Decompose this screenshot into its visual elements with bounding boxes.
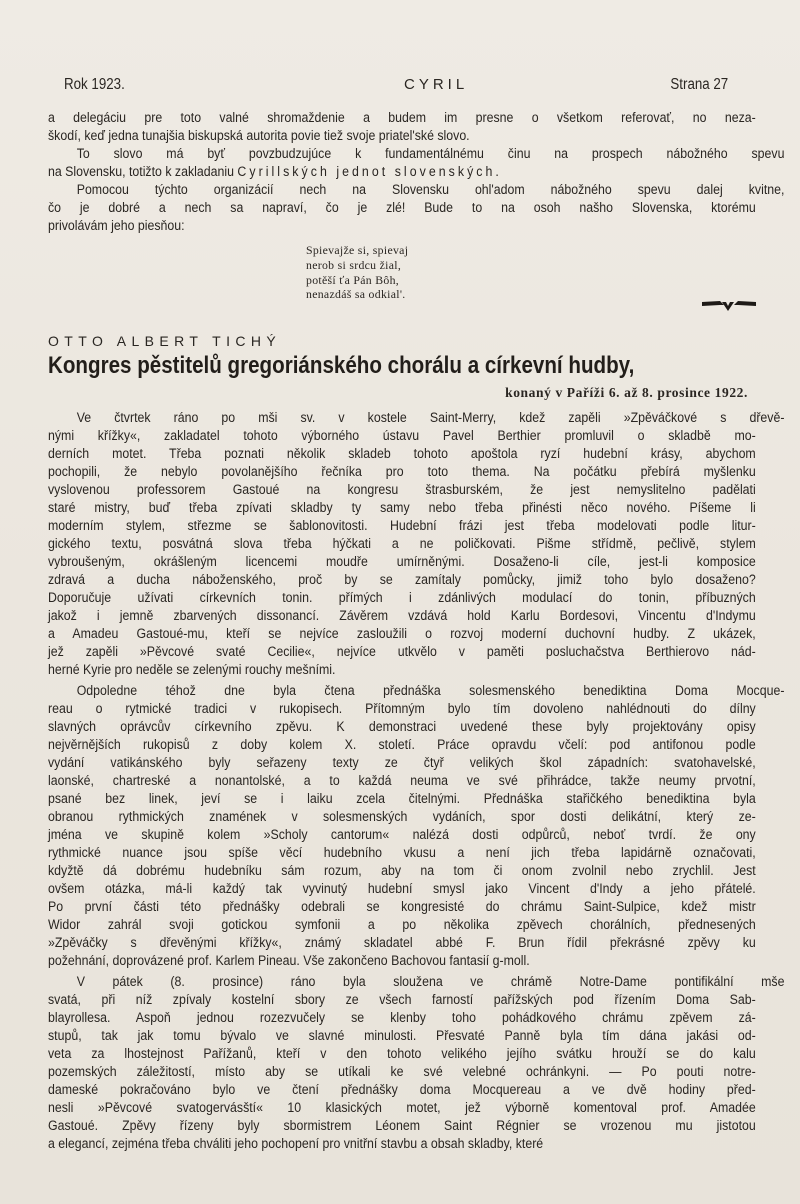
text-line: a Amadeu Gastoué-mu, kteří se nejvíce zasloužili o rozvoj moderní duchovní hudby. Z ukázek, [48, 626, 756, 642]
text-line: blayrollesa. Aspoň jednou rozezvučely se klenby toho pohádkového chrámu zpěvem zá- [48, 1010, 756, 1026]
text-line: Doporučuje užívati církevních tonin. přímých i zdánlivých modulací do tonin, příbuzných [48, 590, 756, 606]
intro-paragraph-2 [48, 145, 785, 181]
text-line: nesli »Pěvcové svatogervásští« 10 klasických motet, jež výborně komentoval prof. Amadée [48, 1100, 756, 1116]
text-line: pochopili, že nebylo povolanějšího řečníka pro toto thema. Na počátku přebírá myšlenku [48, 464, 756, 480]
text-line: čo je dobré a nech sa napraví, čo je zlé! Bude to na osoh našho Slovenska, ktorému [48, 200, 756, 216]
poem-line: nenazdáš sa odkial'. [306, 287, 406, 302]
text-line [48, 163, 756, 181]
header-journal-title: CYRIL [404, 76, 469, 93]
article-paragraph [48, 682, 785, 970]
text-line: stupů, tak jak tomu bývalo ve slavné minulosti. Přesvaté Panně byla tím dána jakási od- [48, 1028, 756, 1044]
text-line: vybroušeným, okrášleným licencemi moudře umírněnými. Dosaženo-li cíle, jest-li komposice [48, 554, 756, 570]
text-line: Pomocou týchto organizácií nech na Slovensku ohl'adom nábožného spevu dalej kvitne, [76, 182, 785, 198]
text-line: Gastoué. Zpěvy řízeny byly sbormistrem Léonem Saint Régnier se vrozenou mu jistotou [48, 1118, 756, 1134]
intro-paragraph-1 [48, 109, 756, 145]
text-line: svatá, při níž zpívaly kostelní sbory ze všech farností pařížských pod řízením Doma Sab- [48, 992, 756, 1008]
text-line: »Zpěváčky s dřevěnými křížky«, známý skladatel abbé F. Brun řídil překrásné zpěvy ku [48, 935, 756, 951]
text-line: laonské, chartreské a nonantolské, a to každá neuma ve své přihrádce, takže neumy prvotní, [48, 773, 756, 789]
text-line: Po první části této přednášky odebrali se kongresisté do chrámu Saint-Sulpice, kdež mistr [48, 899, 756, 915]
text-line: moderním stylem, střezme se šablonovitosti. Hudební frázi jest třeba modelovati podle litur- [48, 518, 756, 534]
text-line: rythmické nuance jsou spíše věcí hudebního vkusu a není jich třeba lapidárně označovati, [48, 845, 756, 861]
text-line: zdravá a ducha náboženského, proč by se zamítaly pomůcky, jimiž toho bylo dosaženo? [48, 572, 756, 588]
article-title: Kongres pěstitelů gregoriánského chorálu a církevní hudby, [48, 352, 635, 379]
text-line: kdyžtě dá dobrému hudebníku sám rozum, aby na tom či onom zvolnil nebo zrychlil. Jest [48, 863, 756, 879]
text-fragment: na Slovensku, totižto k zakladaniu [48, 164, 234, 180]
section-ornament-icon [702, 299, 756, 311]
poem-line: Spievajže si, spievaj [306, 243, 409, 257]
text-line: V pátek (8. prosince) ráno byla sloužena ve chrámě Notre-Dame pontifikální mše [76, 974, 785, 990]
poem-line: nerob si srdcu žial, [306, 257, 402, 272]
text-line: privolávám jeho piesňou: [48, 218, 185, 234]
text-line: gického textu, posvátná slova třeba hýčkati a ne poličkovati. Pišme střídmě, pečlivě, stylem [48, 536, 756, 552]
text-line: psané bez linek, jeví se i laiku zcela čitelnými. Přednáška stařičkého benediktina byla [48, 791, 756, 807]
article-subtitle: konaný v Paříži 6. až 8. prosince 1922. [505, 385, 748, 400]
text-line: vyslovenou professorem Gastoué na kongresu štrasburském, že jest nemyslitelno padělati [48, 482, 756, 498]
text-line: herné Kyrie pro neděle se zelenými rouchy mešními. [48, 662, 336, 678]
text-line: Ve čtvrtek ráno po mši sv. v kostele Saint-Merry, kdež zapěli »Zpěváčkové s dřevě- [76, 410, 785, 426]
header-page-number: Strana 27 [670, 76, 728, 93]
emphasized-text: Cyrillských jednot slovenských. [237, 164, 502, 180]
text-line: nými křížky«, zakladatel tohoto výborného ústavu Pavel Berthier promluvil o skladbě mo- [48, 428, 756, 444]
text-line: jména ve skupině kolem »Scholy cantorum« nalézá dosti odpůrců, neboť tvrdí. že ony [48, 827, 756, 843]
text-line: jež zapěli »Pěvcové svaté Cecilie«, nejvíce utkvělo v paměti posluchačstva Berthierovo nád- [48, 644, 756, 660]
article-paragraph [48, 409, 785, 679]
text-line: Odpoledne téhož dne byla čtena přednáška solesmenského benediktina Doma Mocque- [76, 683, 785, 699]
text-line: jakož i jemně zbarvených dissonancí. Závěrem vzdává hold Karlu Bordesovi, Vincentu d'Indymu [48, 608, 756, 624]
text-line: požehnání, doprovázené prof. Karlem Pineau. Vše zakončeno Bachovou fantasií g-moll. [48, 953, 530, 969]
article-author: OTTO ALBERT TICHÝ [48, 333, 282, 349]
text-line: a delegáciu pre toto valné shromaždenie a budem im presne o všetkom referovať, no neza- [48, 110, 756, 126]
text-line: derních motet. Třeba poznati několik skladeb tohoto apoštola ryzí hudební krásy, abychom [48, 446, 756, 462]
text-line: obranou rythmických znamének v solesmenských vydáních, spor dosti delikátní, který ze- [48, 809, 756, 825]
article-body [48, 409, 785, 1153]
text-line: To slovo má byť povzbudzujúce k fundamentálnému činu na prospech nábožného spevu [76, 146, 785, 162]
poem-verse [306, 243, 408, 302]
text-line: veta za lhostejnost Pařížanů, kteří v den tohoto velikého jejího svátku hrouží se do kalu [48, 1046, 756, 1062]
header-year: Rok 1923. [64, 76, 125, 93]
text-line: a elegancí, zejména třeba chváliti jeho pochopení pro vnitřní stavbu a obsah skladby, které [48, 1136, 544, 1152]
text-line: škodí, keď jedna tunajšia biskupská autorita povie tiež svoje priatel'ské slovo. [48, 128, 470, 144]
text-line: nejvěrnějších rukopisů z doby kolem X. století. Práce opravdu včelí: pod antifonou podle [48, 737, 756, 753]
text-line: ovšem otázka, má-li každý tak vyvinutý hudební smysl jako Vincent d'Indy a jeho přátelé. [48, 881, 756, 897]
running-header [64, 76, 728, 96]
text-line: Widor zahrál svoji gotickou symfonii a po několika zpěvech chorálních, přednesených [48, 917, 756, 933]
text-line: staré mistry, buď třeba zpívati skladby ty samy nebo třeba přinésti něco nového. Píšeme li [48, 500, 756, 516]
article-paragraph [48, 973, 785, 1153]
text-line: vydání vatikánského byly seřazeny texty ze čtyř velikých škol západních: svatohavelské, [48, 755, 756, 771]
intro-paragraph-3 [48, 181, 785, 235]
poem-line: potěší ťa Pán Bôh, [306, 272, 400, 287]
text-line: reau o rytmické tradici v rukopisech. Přítomným bylo tím dovoleno nahlédnouti do dílny [48, 701, 756, 717]
text-line: slavných oprávcův církevního zpěvu. K demonstraci uvedené these byly projektovány opisy [48, 719, 756, 735]
text-line: pozemských záležitostí, místo aby se utíkali ke své velebné ochránkyni. — Po pouti notre- [48, 1064, 756, 1080]
text-line: dameské pokračováno bylo ve čtení přednášky doma Mocquereau a ve dvě hodiny před- [48, 1082, 756, 1098]
intro-text [48, 109, 785, 235]
